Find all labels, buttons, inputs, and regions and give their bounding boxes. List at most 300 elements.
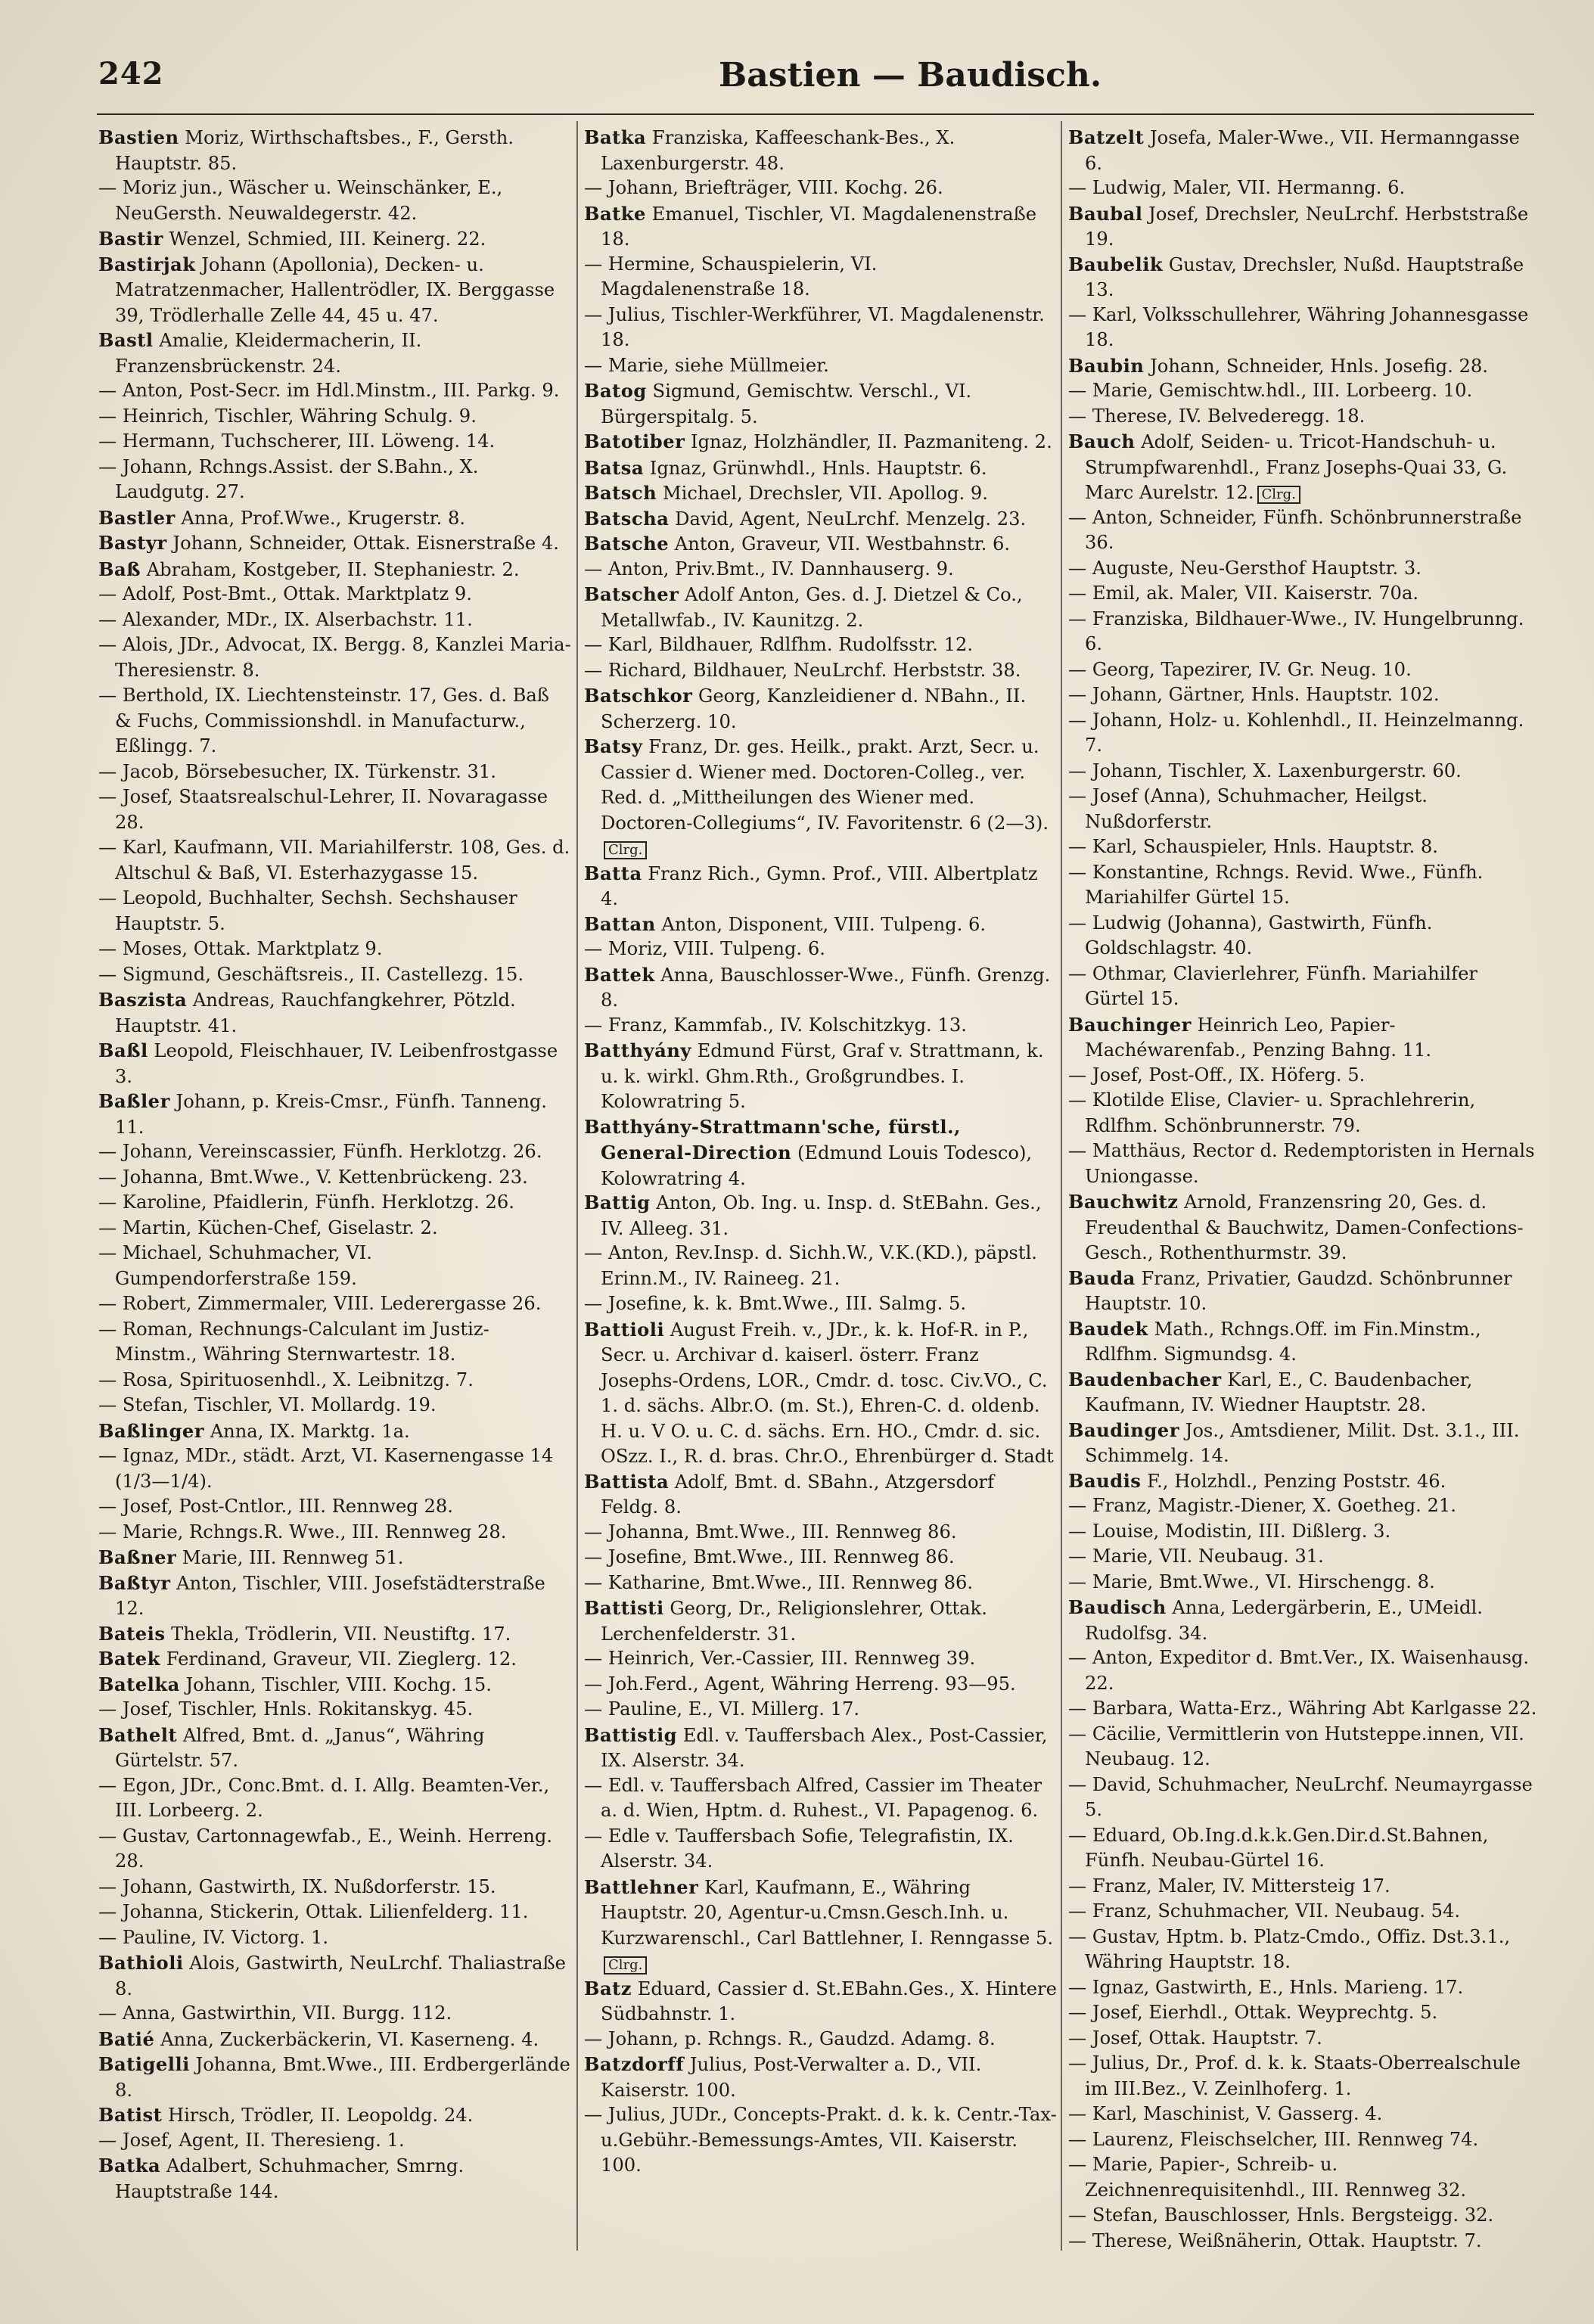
entry-text: Franziska, Kaffeeschank-Bes., X. Laxenburgerstr. 48. [601, 127, 955, 174]
directory-entry [1068, 252, 1541, 303]
entry-text: — Josefine, Bmt.Wwe., III. Rennweg 86. [584, 1546, 955, 1567]
entry-text: — Johann, Briefträger, VIII. Kochg. 26. [584, 177, 943, 198]
directory-entry [98, 607, 571, 633]
entry-surname: Baßlinger [98, 1419, 204, 1442]
entry-surname: Batek [98, 1648, 160, 1670]
directory-entry [98, 1216, 571, 1241]
directory-entry [1068, 1696, 1541, 1722]
entry-text: — Hermann, Tuchscherer, III. Löweng. 14. [98, 430, 496, 452]
entry-text: — Egon, JDr., Conc.Bmt. d. I. Allg. Beamten-Ver., III. Lorbeerg. 2. [98, 1774, 550, 1821]
directory-entry [584, 1520, 1057, 1546]
directory-entry [1068, 2229, 1541, 2254]
entry-text: — Louise, Modistin, III. Dißlerg. 3. [1068, 1520, 1391, 1542]
entry-surname: Battistig [584, 1723, 678, 1746]
entry-text: — Marie, Rchngs.R. Wwe., III. Rennweg 28. [98, 1521, 507, 1543]
clearing-stamp: Clrg. [604, 841, 647, 859]
entry-surname: Battioli [584, 1318, 665, 1341]
entry-text: — Stefan, Tischler, VI. Mollardg. 19. [98, 1394, 437, 1415]
directory-entry [98, 1165, 571, 1191]
entry-text: — Josef, Staatsrealschul-Lehrer, II. Novaragasse 28. [98, 786, 548, 833]
directory-entry [584, 1646, 1057, 1672]
directory-entry [1068, 353, 1541, 379]
entry-text: — Johanna, Bmt.Wwe., III. Rennweg 86. [584, 1521, 957, 1543]
directory-entry [98, 505, 571, 531]
directory-entry [584, 1571, 1057, 1596]
entry-text: — Auguste, Neu-Gersthof Hauptstr. 3. [1068, 557, 1422, 579]
entry-surname: Batsy [584, 735, 643, 757]
directory-entry [1068, 962, 1541, 1012]
directory-entry [1068, 1139, 1541, 1189]
entry-text: Ignaz, Grünwhdl., Hnls. Hauptstr. 6. [644, 457, 987, 479]
entry-text: — Pauline, IV. Victorg. 1. [98, 1926, 329, 1948]
column-divider [576, 121, 578, 2251]
entry-surname: Battlehner [584, 1875, 699, 1898]
directory-entry [98, 1291, 571, 1317]
directory-entry [584, 1723, 1057, 1773]
directory-entry [98, 429, 571, 455]
directory-entry [1068, 2127, 1541, 2153]
entry-text: — Joh.Ferd., Agent, Währing Herreng. 93—95. [584, 1673, 1016, 1695]
entry-text: — Martin, Küchen-Chef, Giselastr. 2. [98, 1216, 438, 1238]
entry-text: — Julius, Tischler-Werkführer, VI. Magdalenenstr. 18. [584, 303, 1045, 350]
entry-text: — Marie, Bmt.Wwe., VI. Hirschengg. 8. [1068, 1571, 1435, 1592]
entry-text: Georg, Dr., Religionslehrer, Ottak. Lerchenfelderstr. 31. [601, 1598, 987, 1645]
entry-surname: Baudisch [1068, 1596, 1167, 1618]
directory-entry [98, 1900, 571, 1925]
directory-entry [1068, 1899, 1541, 1925]
directory-entry [1068, 860, 1541, 911]
entry-text: Andreas, Rauchfangkehrer, Pötzld. Hauptstr. 41. [115, 990, 516, 1036]
page-number: 242 [98, 56, 164, 92]
entry-surname: Batelka [98, 1673, 180, 1695]
directory-entry [1068, 2026, 1541, 2052]
directory-entry [1068, 708, 1541, 759]
directory-entry [584, 455, 1057, 481]
entry-text: — Ludwig, Maler, VII. Hermanng. 6. [1068, 177, 1406, 198]
entry-text: — Othmar, Clavierlehrer, Fünfh. Mariahilfer Gürtel 15. [1068, 962, 1477, 1009]
directory-entry [1068, 581, 1541, 607]
entry-surname: Baubal [1068, 202, 1143, 225]
entry-text: — Ignaz, MDr., städt. Arzt, VI. Kasernengasse 14 (1/3—1/4). [98, 1445, 554, 1492]
entry-surname: Baß [98, 558, 141, 580]
directory-entry [98, 1925, 571, 1951]
entry-text: Franz, Privatier, Gaudzd. Schönbrunner Hauptstr. 10. [1085, 1267, 1512, 1314]
entry-surname: Bastyr [98, 532, 167, 554]
entry-surname: Batigelli [98, 2053, 190, 2075]
directory-entry [584, 480, 1057, 506]
entry-text: — Laurenz, Fleischselcher, III. Rennweg 74. [1068, 2128, 1479, 2150]
entry-text: — Marie, VII. Neubaug. 31. [1068, 1546, 1324, 1567]
entry-text: — Konstantine, Rchngs. Revid. Wwe., Fünfh. Mariahilfer Gürtel 15. [1068, 861, 1484, 908]
entry-text: Heinrich Leo, Papier-Machéwarenfab., Penzing Bahng. 11. [1085, 1014, 1432, 1061]
directory-entry [98, 404, 571, 430]
directory-entry [98, 835, 571, 886]
entry-text: — Alexander, MDr., IX. Alserbachstr. 11. [98, 608, 473, 630]
entry-text: — Alois, JDr., Advocat, IX. Bergg. 8, Kanzlei Maria-Theresienstr. 8. [98, 634, 571, 681]
entry-text: — Marie, Gemischtw.hdl., III. Lorbeerg. 10. [1068, 380, 1473, 401]
directory-entry [584, 125, 1057, 176]
entry-text: Franz, Dr. ges. Heilk., prakt. Arzt, Secr. u. Cassier d. Wiener med. Doctoren-Colleg., ver. Red. d. „Mittheilungen des Wiener med. Doctoren-Collegiums“, IV. Favoritenstr. 6 (2—3). [601, 736, 1049, 834]
directory-entry [98, 1089, 571, 1139]
directory-entry [98, 886, 571, 937]
entry-surname: Baszista [98, 989, 188, 1011]
entry-text: — Karl, Maschinist, V. Gasserg. 4. [1068, 2103, 1383, 2124]
entry-surname: Bathelt [98, 1723, 178, 1746]
entry-text: Johann, Schneider, Hnls. Josefig. 28. [1144, 355, 1488, 377]
entry-text: Anton, Tischler, VIII. Josefstädterstraße 12. [115, 1572, 545, 1619]
entry-text: — Edle v. Tauffersbach Sofie, Telegrafistin, IX. Alserstr. 34. [584, 1825, 1014, 1872]
directory-entry [98, 1621, 571, 1647]
entry-text: Anton, Graveur, VII. Westbahnstr. 6. [669, 533, 1011, 555]
entry-text: — Gustav, Cartonnagewfab., E., Weinh. Herreng. 28. [98, 1825, 553, 1872]
entry-text: Michael, Drechsler, VII. Apollog. 9. [657, 483, 988, 504]
directory-entry [98, 2128, 571, 2154]
entry-text: — Anton, Priv.Bmt., IV. Dannhauserg. 9. [584, 558, 954, 579]
directory-entry [584, 1545, 1057, 1571]
directory-entry [98, 1418, 571, 1444]
directory-entry [1068, 1544, 1541, 1570]
entry-text: — Anton, Expeditor d. Bmt.Ver., IX. Waisenhausg. 22. [1068, 1647, 1530, 1694]
entry-surname: Bathioli [98, 1952, 184, 1974]
entry-surname: Batscha [584, 507, 670, 530]
entry-text: — Georg, Tapezirer, IV. Gr. Neug. 10. [1068, 658, 1412, 680]
entry-surname: Batzdorff [584, 2053, 685, 2075]
directory-entry [1068, 1418, 1541, 1468]
entry-surname: Bauch [1068, 430, 1136, 452]
entry-text: — Franz, Magistr.-Diener, X. Goetheg. 21. [1068, 1495, 1456, 1516]
entry-text: Math., Rchngs.Off. im Fin.Minstm., Rdlfhm. Sigmundsg. 4. [1085, 1318, 1481, 1365]
entry-text: Alois, Gastwirth, NeuLrchf. Thaliastraße 8. [115, 1953, 566, 1999]
entry-surname: Battisti [584, 1597, 664, 1619]
entry-surname: Baudek [1068, 1317, 1148, 1340]
entry-text: — Anton, Post-Secr. im Hdl.Minstm., III. Parkg. 9. [98, 380, 560, 401]
entry-text: Eduard, Cassier d. St.EBahn.Ges., X. Hintere Südbahnstr. 1. [601, 1978, 1057, 2024]
directory-entry [584, 2052, 1057, 2102]
entry-text: — Johanna, Bmt.Wwe., V. Kettenbrückeng. 23. [98, 1166, 528, 1188]
directory-entry [1068, 2051, 1541, 2102]
directory-entry [98, 632, 571, 683]
entry-text: — Rosa, Spirituosenhdl., X. Leibnitzg. 7. [98, 1369, 474, 1390]
directory-entry [1068, 505, 1541, 556]
entry-text: — Johann, Rchngs.Assist. der S.Bahn., X. Laudgutg. 27. [98, 455, 479, 502]
entry-text: Ignaz, Holzhändler, II. Pazmaniteng. 2. [685, 431, 1052, 452]
entry-text: — Josef, Post-Cntlor., III. Rennweg 28. [98, 1496, 453, 1517]
directory-entry [98, 987, 571, 1038]
entry-surname: Bauchwitz [1068, 1191, 1179, 1213]
directory-entry [98, 1571, 571, 1621]
directory-entry [584, 1190, 1057, 1241]
entry-surname: Bastl [98, 329, 154, 351]
entry-text: Anton, Ob. Ing. u. Insp. d. StEBahn. Ges., IV. Alleeg. 31. [601, 1192, 1042, 1239]
entry-text: — Marie, siehe Müllmeier. [584, 354, 829, 376]
directory-entry [98, 785, 571, 835]
directory-entry [584, 1469, 1057, 1520]
directory-entry [584, 303, 1057, 353]
entry-text: Adolf Anton, Ges. d. J. Dietzel & Co., Metallwfab., IV. Kaunitzg. 2. [601, 584, 1023, 631]
directory-entry [98, 2027, 571, 2052]
entry-text: Hirsch, Trödler, II. Leopoldg. 24. [162, 2105, 474, 2126]
entry-surname: Battan [584, 912, 656, 935]
directory-entry [1068, 2102, 1541, 2127]
entry-text: — Karl, Schauspieler, Hnls. Hauptstr. 8. [1068, 836, 1438, 857]
entry-text: — Jacob, Börsebesucher, IX. Türkenstr. 31. [98, 760, 496, 782]
entry-text: — Josef, Tischler, Hnls. Rokitanskyg. 45. [98, 1698, 474, 1720]
entry-text: Emanuel, Tischler, VI. Magdalenenstraße 18. [601, 203, 1037, 250]
directory-entry [98, 1824, 571, 1875]
entry-surname: Bateis [98, 1622, 166, 1645]
entry-text: Edl. v. Tauffersbach Alex., Post-Cassier, IX. Alserstr. 34. [601, 1724, 1048, 1771]
entry-surname: Batsche [584, 533, 670, 555]
directory-entry [1068, 1722, 1541, 1773]
directory-entry [98, 378, 571, 404]
entry-text: — Robert, Zimmermaler, VIII. Lederergasse 26. [98, 1293, 542, 1314]
entry-text: — Pauline, E., VI. Millerg. 17. [584, 1698, 860, 1720]
directory-entry [1068, 556, 1541, 582]
entry-text: — Anton, Rev.Insp. d. Sichh.W., V.K.(KD.), päpstl. Erinn.M., IV. Raineeg. 21. [584, 1242, 1037, 1289]
entry-text: — Hermine, Schauspielerin, VI. Magdalenenstraße 18. [584, 253, 878, 300]
entry-text: — Johann, Vereinscassier, Fünfh. Herklotzg. 26. [98, 1141, 542, 1162]
directory-entry [98, 252, 571, 328]
entry-text: Julius, Post-Verwalter a. D., VII. Kaiserstr. 100. [601, 2054, 982, 2101]
directory-entry [1068, 1468, 1541, 1494]
entry-text: — Katharine, Bmt.Wwe., III. Rennweg 86. [584, 1571, 974, 1593]
entry-text: — Klotilde Elise, Clavier- u. Sprachlehrerin, Rdlfhm. Schönbrunnerstr. 79. [1068, 1089, 1476, 1136]
directory-entry [584, 201, 1057, 252]
directory-entry [584, 912, 1057, 937]
entry-text: — Karl, Volksschullehrer, Währing Johannesgasse 18. [1068, 303, 1529, 350]
entry-text: — Stefan, Bauschlosser, Hnls. Bergsteigg. 32. [1068, 2204, 1494, 2226]
entry-surname: Baßler [98, 1090, 170, 1112]
directory-entry [98, 1368, 571, 1393]
entry-text: Anna, Zuckerbäckerin, VI. Kaserneng. 4. [154, 2028, 539, 2050]
directory-entry [98, 176, 571, 226]
directory-entry [98, 557, 571, 583]
entry-text: — Eduard, Ob.Ing.d.k.k.Gen.Dir.d.St.Bahnen, Fünfh. Neubau-Gürtel 16. [1068, 1824, 1489, 1871]
directory-entry [1068, 1823, 1541, 1874]
directory-entry [98, 2052, 571, 2102]
entry-text: — Gustav, Hptm. b. Platz-Cmdo., Offiz. Dst.3.1., Währing Hauptstr. 18. [1068, 1925, 1511, 1972]
entry-text: Johann, Schneider, Ottak. Eisnerstraße 4. [166, 533, 559, 554]
entry-text: — Julius, Dr., Prof. d. k. k. Staats-Oberrealschule im III.Bez., V. Zeinlhoferg. 1. [1068, 2052, 1521, 2099]
directory-entry [1068, 2203, 1541, 2229]
directory-entry [1068, 303, 1541, 353]
entry-text: Ferdinand, Graveur, VII. Zieglerg. 12. [160, 1648, 517, 1670]
directory-entry [1068, 125, 1541, 176]
entry-text: Karl, E., C. Baudenbacher, Kaufmann, IV. Wiedner Hauptstr. 28. [1085, 1369, 1473, 1415]
directory-entry [98, 1443, 571, 1494]
entry-text: — Adolf, Post-Bmt., Ottak. Marktplatz 9. [98, 583, 472, 604]
entry-text: Sigmund, Gemischtw. Verschl., VI. Bürgerspitalg. 5. [601, 381, 972, 427]
entry-text: — Therese, Weißnäherin, Ottak. Hauptstr. 7. [1068, 2229, 1482, 2251]
directory-entry [584, 353, 1057, 379]
directory-entry [98, 1646, 571, 1672]
directory-entry [584, 658, 1057, 684]
directory-entry [584, 734, 1057, 861]
directory-entry [584, 429, 1057, 455]
directory-entry [584, 1114, 1057, 1191]
entry-text: Anna, IX. Marktg. 1a. [204, 1420, 410, 1442]
directory-entry [1068, 1975, 1541, 2001]
directory-entry [98, 582, 571, 607]
column-1 [98, 125, 571, 2204]
directory-entry [98, 760, 571, 785]
directory-entry [584, 1291, 1057, 1317]
entry-text: Josefa, Maler-Wwe., VII. Hermanngasse 6. [1085, 127, 1520, 174]
entry-text: Johann (Apollonia), Decken- u. Matratzenmacher, Hallentrödler, IX. Berggasse 39, Trödlerhalle Zelle 44, 45 u. 47. [115, 253, 555, 326]
directory-entry [584, 1013, 1057, 1039]
directory-entry [1068, 1063, 1541, 1089]
entry-text: — Josefine, k. k. Bmt.Wwe., III. Salmg. 5. [584, 1293, 967, 1314]
entry-surname: Battista [584, 1470, 670, 1493]
directory-entry [98, 1241, 571, 1291]
entry-surname: Baßner [98, 1546, 177, 1568]
directory-entry [584, 1824, 1057, 1875]
page-header [98, 56, 1536, 109]
entry-text: — Therese, IV. Belvederegg. 18. [1068, 405, 1366, 427]
entry-text: Johann, p. Kreis-Cmsr., Fünfh. Tanneng. 11. [115, 1091, 547, 1138]
entry-text: — Richard, Bildhauer, NeuLrchf. Herbststr. 38. [584, 659, 1021, 681]
entry-text: Adalbert, Schuhmacher, Smrng. Hauptstraße 144. [115, 2155, 465, 2202]
entry-text: Marie, III. Rennweg 51. [176, 1547, 404, 1568]
directory-entry [584, 1672, 1057, 1698]
directory-entry [1068, 1595, 1541, 1645]
directory-entry [584, 1697, 1057, 1723]
directory-entry [584, 1875, 1057, 1976]
directory-entry [98, 2153, 571, 2204]
entry-text: — Anton, Schneider, Fünfh. Schönbrunnerstraße 36. [1068, 506, 1522, 553]
entry-text: — Josef, Eierhdl., Ottak. Weyprechtg. 5. [1068, 2002, 1438, 2023]
directory-entry [1068, 1189, 1541, 1266]
directory-entry [1068, 176, 1541, 201]
directory-entry [584, 1038, 1057, 1114]
directory-entry [584, 378, 1057, 429]
directory-entry [1068, 1266, 1541, 1316]
entry-surname: Baßtyr [98, 1571, 171, 1594]
entry-text: — Berthold, IX. Liechtensteinstr. 17, Ges. d. Baß & Fuchs, Commissionshdl. in Manufacturw., Eßlingg. 7. [98, 685, 549, 757]
entry-surname: Baudis [1068, 1469, 1142, 1492]
directory-entry [1068, 1645, 1541, 1696]
entry-text: Josef, Drechsler, NeuLrchf. Herbststraße 19. [1085, 203, 1529, 250]
entry-text: — Johann, Gastwirth, IX. Nußdorferstr. 15. [98, 1875, 496, 1897]
directory-entry [584, 176, 1057, 201]
entry-text: Jos., Amtsdiener, Milit. Dst. 3.1., III. Schimmelg. 14. [1085, 1419, 1520, 1466]
entry-text: Franz Rich., Gymn. Prof., VIII. Albertplatz 4. [601, 862, 1038, 909]
entry-text: — Johann, Gärtner, Hnls. Hauptstr. 102. [1068, 684, 1440, 705]
directory-entry [584, 506, 1057, 532]
entry-text: — Heinrich, Ver.-Cassier, III. Rennweg 39. [584, 1648, 976, 1669]
entry-text: Amalie, Kleidermacherin, II. Franzensbrückenstr. 24. [115, 330, 422, 377]
directory-entry [1068, 1493, 1541, 1519]
entry-text: — Moriz, VIII. Tulpeng. 6. [584, 938, 825, 959]
entry-text: — Franz, Maler, IV. Mittersteig 17. [1068, 1875, 1390, 1897]
directory-entry [98, 328, 571, 378]
entry-text: Leopold, Fleischhauer, IV. Leibenfrostgasse 3. [115, 1040, 558, 1087]
directory-entry [98, 1672, 571, 1698]
entry-text: — Barbara, Watta-Erz., Währing Abt Karlgasse 22. [1068, 1698, 1537, 1719]
entry-text: Gustav, Drechsler, Nußd. Hauptstraße 13. [1085, 253, 1524, 300]
directory-entry [98, 937, 571, 962]
directory-entry [98, 125, 571, 176]
entry-text: — Leopold, Buchhalter, Sechsh. Sechshauser Hauptstr. 5. [98, 887, 517, 934]
directory-entry [98, 1494, 571, 1520]
entry-surname: Batscher [584, 583, 679, 605]
entry-text: Anna, Bauschlosser-Wwe., Fünfh. Grenzg. 8. [601, 964, 1051, 1011]
directory-entry [98, 1139, 571, 1165]
entry-surname: Battig [584, 1192, 651, 1213]
entry-surname: Batke [584, 202, 646, 225]
entry-surname: Baßl [98, 1039, 148, 1061]
directory-entry [98, 1545, 571, 1571]
entry-text: Moriz, Wirthschaftsbes., F., Gersth. Hauptstr. 85. [115, 127, 514, 174]
entry-surname: Batsa [584, 456, 645, 479]
directory-entry [584, 1773, 1057, 1824]
directory-entry [98, 2001, 571, 2027]
entry-text: — Josef, Agent, II. Theresieng. 1. [98, 2129, 405, 2151]
entry-surname: Baubin [1068, 354, 1145, 377]
directory-entry [584, 2102, 1057, 2179]
entry-text: — Karl, Kaufmann, VII. Mariahilferstr. 108, Ges. d. Altschul & Baß, VI. Esterhazygasse 15. [98, 837, 570, 884]
directory-entry [1068, 607, 1541, 657]
entry-text: — Marie, Papier-, Schreib- u. Zeichnenrequisitenhdl., III. Rennweg 32. [1068, 2154, 1467, 2201]
entry-surname: Batka [584, 126, 647, 148]
directory-entry [98, 1773, 571, 1824]
entry-text: — Josef, Post-Off., IX. Höferg. 5. [1068, 1064, 1366, 1086]
directory-entry [584, 683, 1057, 734]
entry-surname: Battek [584, 963, 655, 986]
entry-text: — Anna, Gastwirthin, VII. Burgg. 112. [98, 2002, 452, 2024]
entry-surname: Batschkor [584, 685, 693, 707]
directory-entry [98, 683, 571, 760]
directory-entry [1068, 201, 1541, 252]
directory-entry [584, 1317, 1057, 1469]
entry-text: — Johann, p. Rchngs. R., Gaudzd. Adamg. 8. [584, 2027, 996, 2049]
column-divider [1061, 121, 1062, 2251]
directory-entry [1068, 1316, 1541, 1367]
entry-text: Thekla, Trödlerin, VII. Neustiftg. 17. [165, 1623, 511, 1645]
entry-text: Johann, Tischler, VIII. Kochg. 15. [179, 1673, 492, 1695]
entry-surname: Batsch [584, 482, 657, 504]
directory-entry [98, 1875, 571, 1900]
directory-entry [98, 530, 571, 557]
entry-text: — Ludwig (Johanna), Gastwirth, Fünfh. Goldschlagstr. 40. [1068, 912, 1433, 958]
entry-surname: Batzelt [1068, 126, 1145, 148]
entry-surname: Batka [98, 2155, 161, 2176]
entry-text: (Edmund Louis Todesco), Kolowratring 4. [601, 1142, 1033, 1189]
directory-entry [584, 252, 1057, 303]
directory-entry [1068, 1773, 1541, 1823]
entry-surname: Bastirjak [98, 253, 196, 275]
clearing-stamp: Clrg. [1257, 486, 1300, 504]
entry-text: — Roman, Rechnungs-Calculant im Justiz-Minstm., Währing Sternwartestr. 18. [98, 1318, 489, 1365]
entry-text: — Johann, Holz- u. Kohlenhdl., II. Heinzelmanng. 7. [1068, 709, 1524, 756]
entry-text: — Josef (Anna), Schuhmacher, Heilgst. Nußdorferstr. [1068, 785, 1428, 832]
directory-entry [98, 1317, 571, 1368]
entry-text: — Franziska, Bildhauer-Wwe., IV. Hungelbrunng. 6. [1068, 607, 1524, 654]
directory-entry [584, 1976, 1057, 2027]
entry-surname: Batthyány-Strattmann'sche, fürstl., General-Direction [584, 1115, 961, 1164]
entry-surname: Batist [98, 2104, 163, 2126]
directory-entry [1068, 1570, 1541, 1595]
directory-entry [584, 937, 1057, 962]
entry-text: — Johann, Tischler, X. Laxenburgerstr. 60. [1068, 760, 1462, 781]
directory-entry [584, 962, 1057, 1013]
entry-surname: Batié [98, 2027, 155, 2050]
directory-entry [98, 455, 571, 505]
directory-entry [1068, 1012, 1541, 1063]
entry-text: Karl, Kaufmann, E., Währing Hauptstr. 20, Agentur-u.Cmsn.Gesch.Inh. u. Kurzwarenschl., Carl Battlehner, I. Renngasse 5. [601, 1876, 1054, 1949]
entry-surname: Batog [584, 380, 647, 402]
clearing-stamp: Clrg. [604, 1956, 647, 1974]
